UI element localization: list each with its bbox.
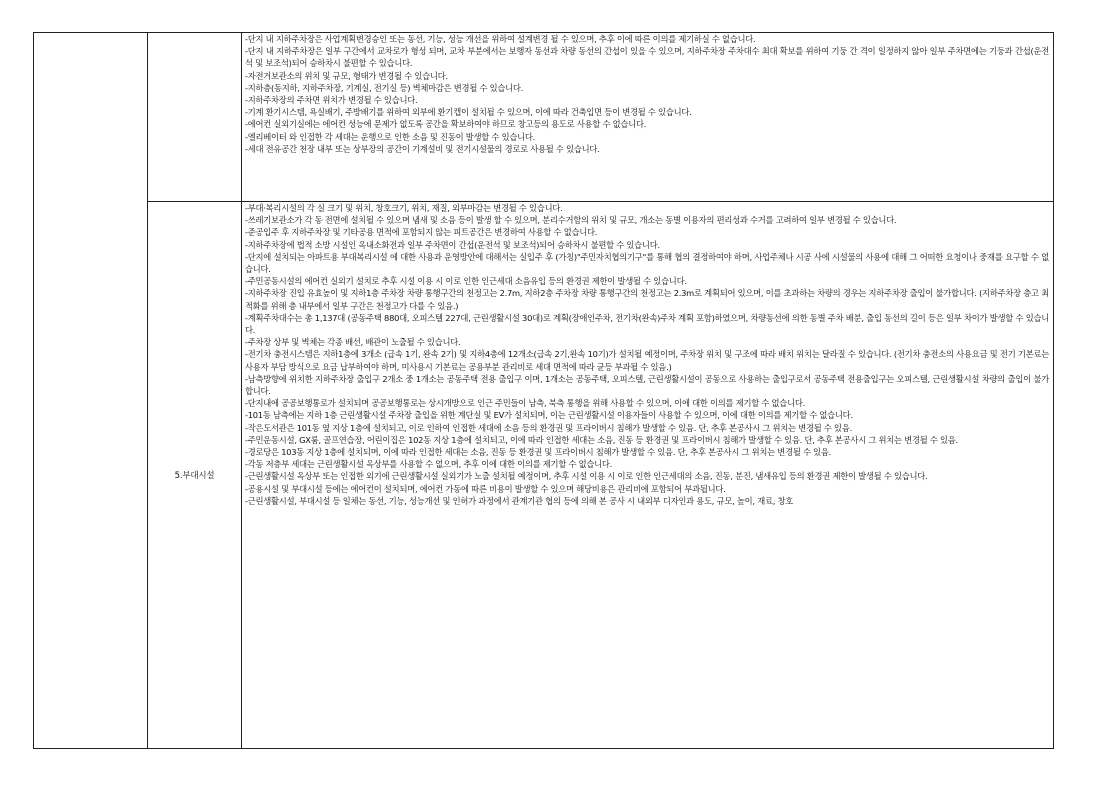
content-cell [242,202,1054,749]
notice-item: -준공입주 후 지하주차장 및 기타공용 면적에 포함되지 않는 피트공간은 변경하여 사용할 수 없습니다. [245,227,598,238]
notice-item: -근린생활시설, 부대시설 등 일체는 동선, 기능, 성능개선 및 인허가 과정에서 관계기관 협의 등에 의해 본 공사 시 내외부 디자인과 용도, 규모, 높이, 재료, 창호 [245,495,794,506]
notice-item: -남측방향에 위치한 지하주차장 출입구 2개소 중 1개소는 공동주택 전용 출입구 이며, 1개소는 공동주택, 오피스텔, 근린생활시설이 공동으로 사용하는 출입구로서 공동주택 전용출입구는 오피스텔, 근린생활시설 차량의 출입이 불가합니다. [245,373,1049,397]
notice-list [242,33,1053,155]
notice-item: -지하주차장 진입 유효높이 및 지하1층 주차장 차량 통행구간의 천정고는 2.7m, 지하2층 주차장 차량 통행구간의 천정고는 2.3m로 계획되어 있으며, 이를 초과하는 차량의 경우는 지하주차장 출입이 불가합니다. (지하주차장 층고 최적화를 위해 층 내부에서 일부 구간은 천정고가 다를 수 있음.) [245,288,1049,311]
notice-item: -단지 내 지하주차장은 사업계획변경승인 또는 동선, 기능, 성능 개선을 위하여 설계변경 될 수 있으며, 추후 이에 따른 이의를 제기하실 수 없습니다. [245,34,756,44]
notice-item: -지하주차장에 법적 소방 시설인 옥내소화전과 일부 주차면이 간섭(운전석 및 보조석)되어 승하차시 불편할 수 있습니다. [245,239,660,250]
notice-item: -각동 저층부 세대는 근린생활시설 옥상부를 사용할 수 없으며, 추후 이에 대한 이의를 제기할 수 없습니다. [245,459,613,470]
notice-item: -기계 환기시스템, 욕실배기, 주방배기를 위하여 외부에 환기캡이 설치될 수 있으며, 이에 따라 건축입면 등이 변경될 수 있습니다. [245,107,692,118]
notice-item: -주차장 상부 및 벽체는 각종 배선, 배관이 노출될 수 있습니다. [245,337,461,348]
section-label: 5.부대시설 [148,202,242,749]
notice-item: -지하주차장의 주차면 위치가 변경될 수 있습니다. [245,95,418,106]
notice-item: -근린생활시설 옥상부 또는 인접한 외기에 근린생활시설 실외기가 노출 설치될 예정이며, 추후 시설 이용 시 이로 인한 인근세대의 소음, 진동, 분진, 냄새유입 등의 환경권 제한이 발생될 수 있습니다. [245,471,928,482]
notice-item: -자전거보관소의 위치 및 규모, 형태가 변경될 수 있습니다. [245,70,448,81]
notice-item: -전기차 충전시스템은 지하1층에 3개소 (급속 1기, 완속 2기) 및 지하4층에 12개소(급속 2기,완속 10기)가 설치될 예정이며, 주차장 위치 및 구조에 따라 배치 위치는 달라질 수 있습니다. (전기차 충전소의 사용요금 및 전기 기본료는 사용자 부담 방식으로 요금 납부하여야 하며, 미사용시 기본료는 공용부분 관리비로 세대 면적에 따라 균등 부과될 수 있음.) [245,349,1049,372]
notice-item: -부대·복리시설의 각 실 크기 및 위치, 창호크기, 위치, 재질, 외부마감는 변경될 수 있습니다. [245,203,563,213]
notice-item: -쓰레기보관소가 각 동 전면에 설치될 수 있으며 냄새 및 소음 등이 발생 할 수 있으며, 분리수거함의 위치 및 규모, 개소는 동별 이용자의 편리성과 수거를 고려하여 일부 변경될 수 있습니다. [245,215,897,226]
notice-item: -단지 내 지하주차장은 일부 구간에서 교차로가 형성 되며, 교차 부분에서는 보행자 동선과 차량 동선의 간섭이 있을 수 있으며, 지하주차장 주차대수 최대 확보를 위하여 기둥 간 격이 일정하지 않아 일부 주차면에는 기둥과 간섭(운전석 및 보조석)되어 승하차시 불편할 수 있습니다. [245,46,1049,69]
notice-item: -지하층(동지하, 지하주차장, 기계실, 전기실 등) 벽체마감은 변경될 수 있습니다. [245,82,524,93]
notice-item: -101동 남측에는 지하 1층 근린생활시설 주차장 출입을 위한 계단실 및 EV가 설치되며, 이는 근린생활시설 이용자들이 사용할 수 있으며, 이에 대한 이의를 제기할 수 없습니다. [245,410,853,421]
notice-item: -단지에 설치되는 아파트용 부대복리시설 에 대한 사용과 운영방안에 대해서는 실입주 후 (가칭)"주민자치협의기구"를 통해 협의 결정하여야 하며, 사업주체나 시공 사에 시설물의 사용에 대해 그 어떠한 요청이나 중재를 요구할 수 없습니다. [245,251,1049,275]
notice-item: -단지내에 공공보행통로가 설치되며 공공보행통로는 상시개방으로 인근 주민들이 남측, 북측 통행을 위해 사용할 수 있으며, 이에 대한 이의를 제기할 수 없습니다. [245,398,805,409]
table-row [34,202,1054,749]
notice-item: -에어컨 실외기실에는 에어컨 성능에 문제가 없도록 공간을 확보하여야 하므로 창고등의 용도로 사용할 수 없습니다. [245,119,647,130]
notice-table [33,32,1054,749]
table-row [34,33,1054,202]
notice-item: -계획주차대수는 총 1,137대 (공동주택 880대, 오피스텔 227대, 근린생활시설 30대)로 계획(장애인주차, 전기차(완속)주차 계획 포함)하였으며, 차량동선에 의한 동별 주차 배분, 출입 동선의 길이 등은 일부 차이가 발생할 수 있습니다. [245,312,1049,336]
content-cell [242,33,1054,202]
notice-item: -세대 전유공간 천장 내부 또는 상부장의 공간이 기계설비 및 전기시설물의 경로로 사용될 수 있습니다. [245,143,600,154]
notice-item: -경로당은 103동 지상 1층에 설치되며, 이에 따라 인접한 세대는 소음, 진동 등 환경권 및 프라이버시 침해가 발생할 수 있음. 단, 추후 본공사시 그 위치는 변경될 수 있음. [245,447,832,458]
category-cell [34,33,148,749]
notice-item: -주민운동시설, GX룸, 골프연습장, 어린이집은 102동 지상 1층에 설치되고, 이에 따라 인접한 세대는 소음, 진동 등 환경권 및 프라이버시 침해가 발생할 수 있음. 단, 추후 본공사시 그 위치는 변경될 수 있음. [245,434,958,445]
subcategory-cell [148,33,242,202]
notice-item: -주민공동시설의 에어컨 실외기 설치로 추후 시설 이용 시 이로 인한 인근세대 소음유입 등의 환경권 제한이 발생될 수 있습니다. [245,276,687,287]
notice-list [242,202,1053,507]
notice-item: -작은도서관은 101동 옆 지상 1층에 설치되고, 이로 인하여 인접한 세대에 소음 등의 환경권 및 프라이버시 침해가 발생할 수 있음. 단, 추후 본공사시 그 위치는 변경될 수 있음. [245,422,852,433]
notice-item: -엘리베이터 와 인접한 각 세대는 운행으로 인한 소음 및 진동이 발생할 수 있습니다. [245,131,536,142]
notice-item: -공용시설 및 부대시설 등에는 에어컨이 설치되며, 에어컨 가동에 따른 비용이 발생할 수 있으며 해당비용은 관리비에 포함되어 부과됩니다. [245,483,726,494]
